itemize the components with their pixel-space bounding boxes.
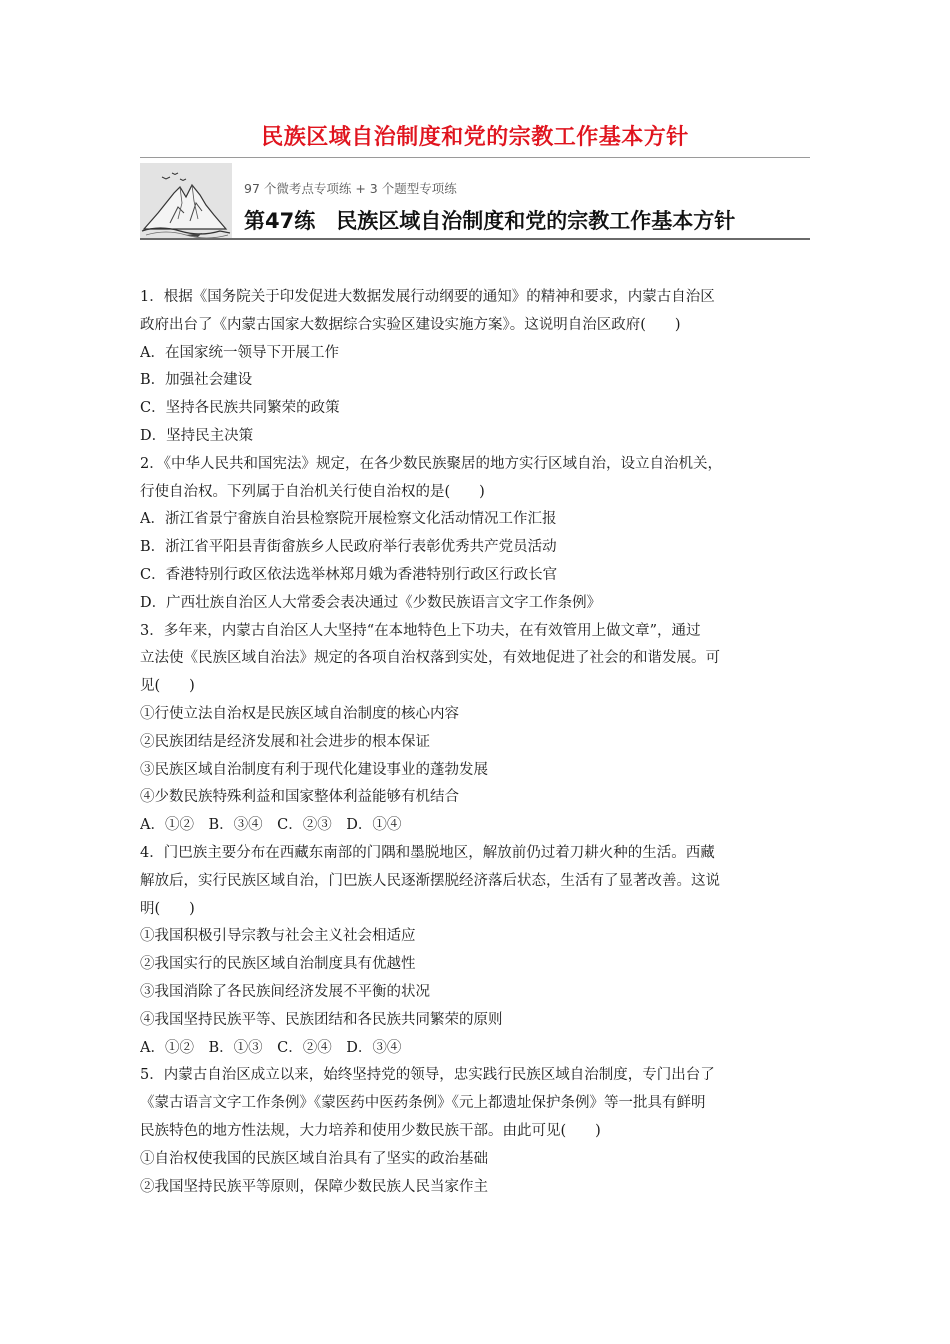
text-line: C．坚持各民族共同繁荣的政策 [140, 400, 340, 417]
text-line: 解放后，实行民族区域自治，门巴族人民逐渐摆脱经济落后状态，生活有了显著改善。这说 [140, 872, 720, 889]
text-line: 明( ) [140, 900, 195, 917]
text-line: B．浙江省平阳县青街畲族乡人民政府举行表彰优秀共产党员活动 [140, 539, 557, 556]
document-title: 民族区域自治制度和党的宗教工作基本方针 [261, 125, 689, 150]
text-line: ①自治权使我国的民族区域自治具有了坚实的政治基础 [140, 1150, 488, 1167]
text-line: B．加强社会建设 [140, 372, 253, 389]
question-body [140, 284, 820, 1201]
exercise-title: 第47练 民族区域自治制度和党的宗教工作基本方针 [244, 209, 736, 233]
text-line: ④我国坚持民族平等、民族团结和各民族共同繁荣的原则 [140, 1011, 503, 1028]
text-line: D．广西壮族自治区人大常委会表决通过《少数民族语言文字工作条例》 [140, 594, 602, 611]
header-top-rule [140, 157, 810, 158]
text-line: ③民族区域自治制度有利于现代化建设事业的蓬勃发展 [140, 761, 488, 778]
text-line: ②我国实行的民族区域自治制度具有优越性 [140, 956, 416, 973]
text-line: 民族特色的地方性法规，大力培养和使用少数民族干部。由此可见( ) [140, 1122, 601, 1139]
text-line: A．浙江省景宁畲族自治县检察院开展检察文化活动情况工作汇报 [140, 511, 557, 528]
text-line: A．①② B．①③ C．②④ D．③④ [140, 1039, 402, 1056]
text-line: 见( ) [140, 678, 195, 695]
text-line: D．坚持民主决策 [140, 427, 254, 444]
text-line: ④少数民族特殊利益和国家整体利益能够有机结合 [140, 789, 459, 806]
text-line: 4．门巴族主要分布在西藏东南部的门隅和墨脱地区，解放前仍过着刀耕火种的生活。西藏 [140, 844, 715, 861]
text-line: 行使自治权。下列属于自治机关行使自治权的是( ) [140, 483, 485, 500]
text-line: ①行使立法自治权是民族区域自治制度的核心内容 [140, 705, 459, 722]
text-line: ②我国坚持民族平等原则，保障少数民族人民当家作主 [140, 1178, 488, 1195]
mountain-landscape-icon [140, 163, 232, 239]
text-line: 3．多年来，内蒙古自治区人大坚持“在本地特色上下功夫，在有效管用上做文章”，通过 [140, 622, 701, 639]
text-line: C．香港特别行政区依法选举林郑月娥为香港特别行政区行政长官 [140, 566, 558, 583]
text-line: ②民族团结是经济发展和社会进步的根本保证 [140, 733, 430, 750]
text-line: ①我国积极引导宗教与社会主义社会相适应 [140, 928, 416, 945]
exercise-header [140, 157, 810, 241]
text-line: 政府出台了《内蒙古国家大数据综合实验区建设实施方案》。这说明自治区政府( ) [140, 316, 681, 333]
series-label: 97 个微考点专项练 + 3 个题型专项练 [244, 181, 457, 196]
text-line: A．在国家统一领导下开展工作 [140, 344, 339, 361]
text-line: 1．根据《国务院关于印发促进大数据发展行动纲要的通知》的精神和要求，内蒙古自治区 [140, 289, 715, 305]
text-line: A．①② B．③④ C．②③ D．①④ [140, 817, 402, 834]
text-line: 5．内蒙古自治区成立以来，始终坚持党的领导，忠实践行民族区域自治制度，专门出台了 [140, 1067, 715, 1084]
text-line: 2．《中华人民共和国宪法》规定，在各少数民族聚居的地方实行区域自治，设立自治机关， [140, 455, 722, 472]
text-line: ③我国消除了各民族间经济发展不平衡的状况 [140, 983, 430, 1000]
text-line: 立法使《民族区域自治法》规定的各项自治权落到实处，有效地促进了社会的和谐发展。可 [140, 650, 720, 667]
header-bottom-rule [140, 238, 810, 240]
text-line: 《蒙古语言文字工作条例》《蒙医药中医药条例》《元上都遗址保护条例》等一批具有鲜明 [140, 1095, 706, 1112]
